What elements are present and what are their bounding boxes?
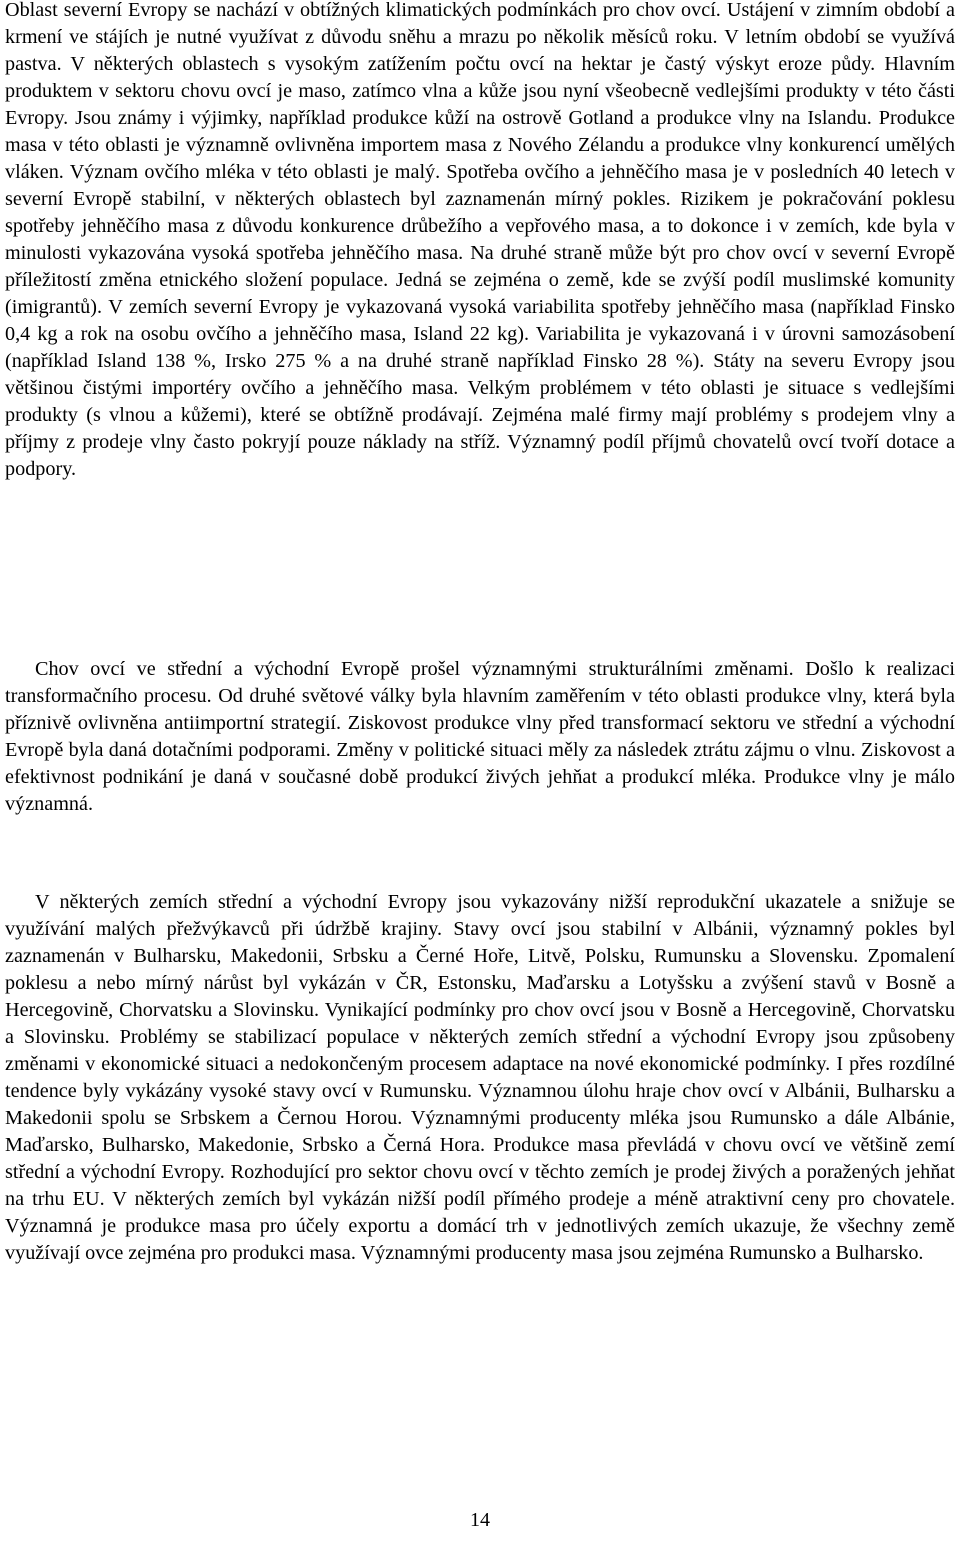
paragraph-central-eastern-countries: V některých zemích střední a východní Evropy jsou vykazovány nižší reprodukční ukazatele a snižuje se využívání malých přežvýkavců při údržbě krajiny. Stavy ovcí jsou stabilní v Albánii, významný pokles byl zaznamenán v Bulharsku, Makedonii, Srbsku a Černé Hoře, Litvě, Polsku, Rumunsku a Slovensku. Zpomalení poklesu a nebo mírný nárůst byl vykázán v ČR, Estonsku, Maďarsku a Lotyšsku a zvýšení stavů v Bosně a Hercegovině, Chorvatsku a Slovinsku. Vynikající podmínky pro chov ovcí jsou v Bosně a Hercegovině, Chorvatsku a Slovinsku. Problémy se stabilizací populace v některých zemích střední a východní Evropy jsou způsobeny změnami v ekonomické situaci a nedokončeným procesem adaptace na nové ekonomické podmínky. I přes rozdílné tendence byly vykázány vysoké stavy ovcí v Rumunsku. Významnou úlohu hraje chov ovcí v Albánii, Bulharsku a Makedonii spolu se Srbskem a Černou Horou. Významnými producenty mléka jsou Rumunsko a dále Albánie, Maďarsko, Bulharsko, Makedonie, Srbsko a Černá Hora. Produkce masa převládá v chovu ovcí ve většině zemí střední a východní Evropy. Rozhodující pro sektor chovu ovcí v těchto zemích je prodej živých a poražených jehňat na trhu EU. V některých zemích byl vykázán nižší podíl přímého prodeje a méně atraktivní ceny pro chovatele. Významná je produkce masa pro účely exportu a domácí trh v jednotlivých zemích ukazuje, že všechny země využívají ovce zejména pro produkci masa. Významnými producenty masa jsou zejména Rumunsko a Bulharsko. <box>5 891 955 1264</box>
page-number: 14 <box>470 1509 490 1531</box>
paragraph-central-eastern-transformation: Chov ovcí ve střední a východní Evropě prošel významnými strukturálními změnami. Došlo k realizaci transformačního procesu. Od druhé světové války byla hlavním zaměřením v této oblasti produkce vlny, která byla příznivě ovlivněna antiimportní strategií. Ziskovost produkce vlny před transformací sektoru ve střední a východní Evropě byla daná dotačními podporami. Změny v politické situaci měly za následek ztrátu zájmu o vlnu. Ziskovost a efektivnost podnikání je daná v současné době produkcí živých jehňat a produkcí mléka. Produkce vlny je málo významná. <box>5 658 955 815</box>
paragraph-northern-europe: Oblast severní Evropy se nachází v obtížných klimatických podmínkách pro chov ovcí. Ustájení v zimním období a krmení ve stájích je nutné využívat z důvodu sněhu a mrazu po několik měsíců roku. V letním období se využívá pastva. V některých oblastech s vysokým zatížením počtu ovcí na hektar je častý výskyt eroze půdy. Hlavním produktem v sektoru chovu ovcí je maso, zatímco vlna a kůže jsou nyní všeobecně vedlejšími produkty v této části Evropy. Jsou známy i výjimky, například produkce kůží na ostrově Gotland a produkce vlny na Islandu. Produkce masa v této oblasti je významně ovlivněna importem masa z Nového Zélandu a produkce vlny konkurencí umělých vláken. Význam ovčího mléka v této oblasti je malý. Spotřeba ovčího a jehněčího masa je v posledních 40 letech v severní Evropě stabilní, v některých oblastech byl zaznamenán mírný pokles. Rizikem je pokračování poklesu spotřeby jehněčího masa z důvodu konkurence drůbežího a vepřového masa, a to dokonce i v zemích, kde byla v minulosti vykazována vysoká spotřeba jehněčího masa. Na druhé straně může být pro chov ovcí v severní Evropě příležitostí změna etnického složení populace. Jedná se zejména o země, kde se zvýší podíl muslimské komunity (imigrantů). V zemích severní Evropy je vykazovaná vysoká variabilita spotřeby jehněčího masa (například Finsko 0,4 kg a rok na osobu ovčího a jehněčího masa, Island 22 kg). Variabilita je vykazovaná i v úrovni samozásobení (například Island 138 %, Irsko 275 % a na druhé straně například Finsko 28 %). Státy na severu Evropy jsou většinou čistými importéry ovčího a jehněčího masa. Velkým problémem v této oblasti je situace s vedlejšími produkty (s vlnou a kůžemi), které se obtížně prodávají. Zejména malé firmy mají problémy s prodejem vlny a příjmy z prodeje vlny často pokryjí pouze náklady na stříž. Významný podíl příjmů chovatelů ovcí tvoří dotace a podpory. <box>5 0 955 480</box>
